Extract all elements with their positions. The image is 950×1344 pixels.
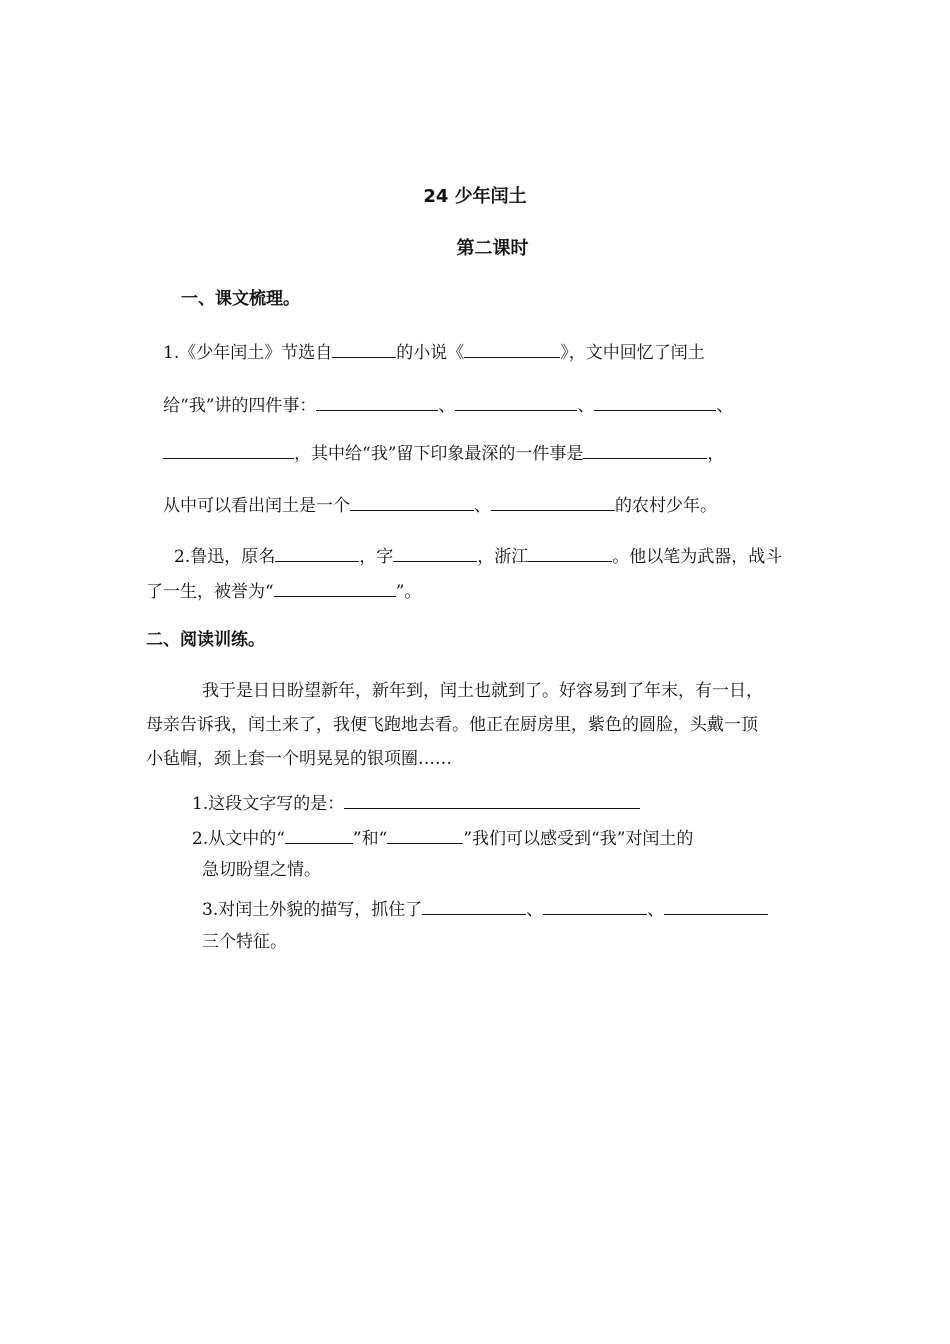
- s1-q1-text-h: 的农村少年。: [615, 496, 717, 516]
- s2-q2-text-a: 2.从文中的“: [192, 829, 285, 849]
- page-title: 24 少年闰土: [423, 186, 527, 207]
- s2-q3-line2: 三个特征。: [202, 932, 287, 952]
- s1-q1-blank-event3[interactable]: [594, 395, 716, 411]
- passage-line1: 我于是日日盼望新年，新年到，闰土也就到了。好容易到了年末，有一日，: [202, 681, 763, 701]
- section1-heading: 一、课文梳理。: [181, 289, 300, 309]
- s2-q3-sep1: 、: [526, 900, 544, 920]
- s1-q1-text-a: 1.《少年闰土》节选自: [163, 343, 333, 363]
- s1-q2-text-b: ，字: [359, 547, 394, 567]
- s1-q1-text-e: ，其中给“我”留下印象最深的一件事是: [294, 444, 584, 464]
- s1-q1-blank-trait2[interactable]: [491, 495, 615, 511]
- s2-q2-line1: [192, 828, 693, 848]
- page-subtitle: 第二课时: [456, 238, 529, 259]
- s2-q1-blank[interactable]: [344, 793, 640, 809]
- s1-q2-blank-title[interactable]: [274, 581, 396, 597]
- s1-q1-blank-trait1[interactable]: [350, 495, 474, 511]
- s1-q2-blank-hometown[interactable]: [528, 546, 612, 562]
- s1-q1-blank-novel[interactable]: [464, 342, 560, 358]
- s2-q2-text-c: ”我们可以感受到“我”对闰土的: [463, 829, 694, 849]
- s1-q1-text-d: 给“我”讲的四件事：: [163, 396, 317, 416]
- s1-q1-text-b: 的小说《: [396, 343, 465, 363]
- s1-q1-sep2: 、: [577, 396, 595, 416]
- s1-q1-sep4: 、: [474, 496, 491, 516]
- s2-q3-blank1[interactable]: [422, 899, 526, 915]
- s2-q3-text-a: 3.对闰土外貌的描写，抓住了: [202, 900, 423, 920]
- s1-q1-line2: [163, 395, 733, 415]
- s2-q1-line: [192, 793, 640, 813]
- s1-q1-blank-author[interactable]: [332, 342, 396, 358]
- s1-q2-line2: [146, 581, 421, 601]
- s2-q2-blank2[interactable]: [387, 828, 463, 844]
- passage-line2: 母亲告诉我，闰土来了，我便飞跑地去看。他正在厨房里，紫色的圆脸，头戴一顶: [146, 715, 758, 735]
- s1-q1-blank-deepest[interactable]: [583, 443, 707, 459]
- s1-q1-blank-event1[interactable]: [316, 395, 438, 411]
- section2-heading: 二、阅读训练。: [146, 630, 265, 650]
- passage-line3: 小毡帽，颈上套一个明晃晃的银项圈……: [146, 749, 452, 769]
- s1-q2-text-a: 2.鲁迅，原名: [174, 547, 276, 567]
- s1-q2-text-d: 。他以笔为武器，战斗: [612, 547, 783, 567]
- s1-q1-blank-event4[interactable]: [163, 443, 294, 459]
- s1-q2-text-e: 了一生，被誉为“: [146, 582, 274, 602]
- s1-q1-line1: [163, 342, 705, 362]
- s1-q1-blank-event2[interactable]: [455, 395, 577, 411]
- s1-q2-blank-courtesy[interactable]: [393, 546, 477, 562]
- s1-q2-text-f: ”。: [395, 582, 422, 602]
- s2-q3-line1: [202, 899, 768, 919]
- s1-q1-text-g: 从中可以看出闰土是一个: [163, 496, 350, 516]
- s1-q1-line4: [163, 495, 717, 515]
- s1-q1-line3: [163, 443, 724, 463]
- s1-q2-blank-realname[interactable]: [275, 546, 359, 562]
- s2-q3-sep2: 、: [647, 900, 665, 920]
- s1-q1-sep1: 、: [438, 396, 456, 416]
- s1-q1-text-c: 》，文中回忆了闰土: [560, 343, 705, 363]
- s2-q2-line2: 急切盼望之情。: [202, 860, 321, 880]
- s2-q3-blank3[interactable]: [664, 899, 768, 915]
- s2-q1-text: 1.这段文字写的是：: [192, 794, 345, 814]
- s1-q2-line1: [174, 546, 782, 566]
- s1-q1-text-f: ，: [707, 444, 725, 464]
- s1-q1-sep3: 、: [716, 396, 734, 416]
- s1-q2-text-c: ，浙江: [477, 547, 529, 567]
- s2-q2-text-b: ”和“: [352, 829, 388, 849]
- s2-q3-blank2[interactable]: [543, 899, 647, 915]
- s2-q2-blank1[interactable]: [285, 828, 353, 844]
